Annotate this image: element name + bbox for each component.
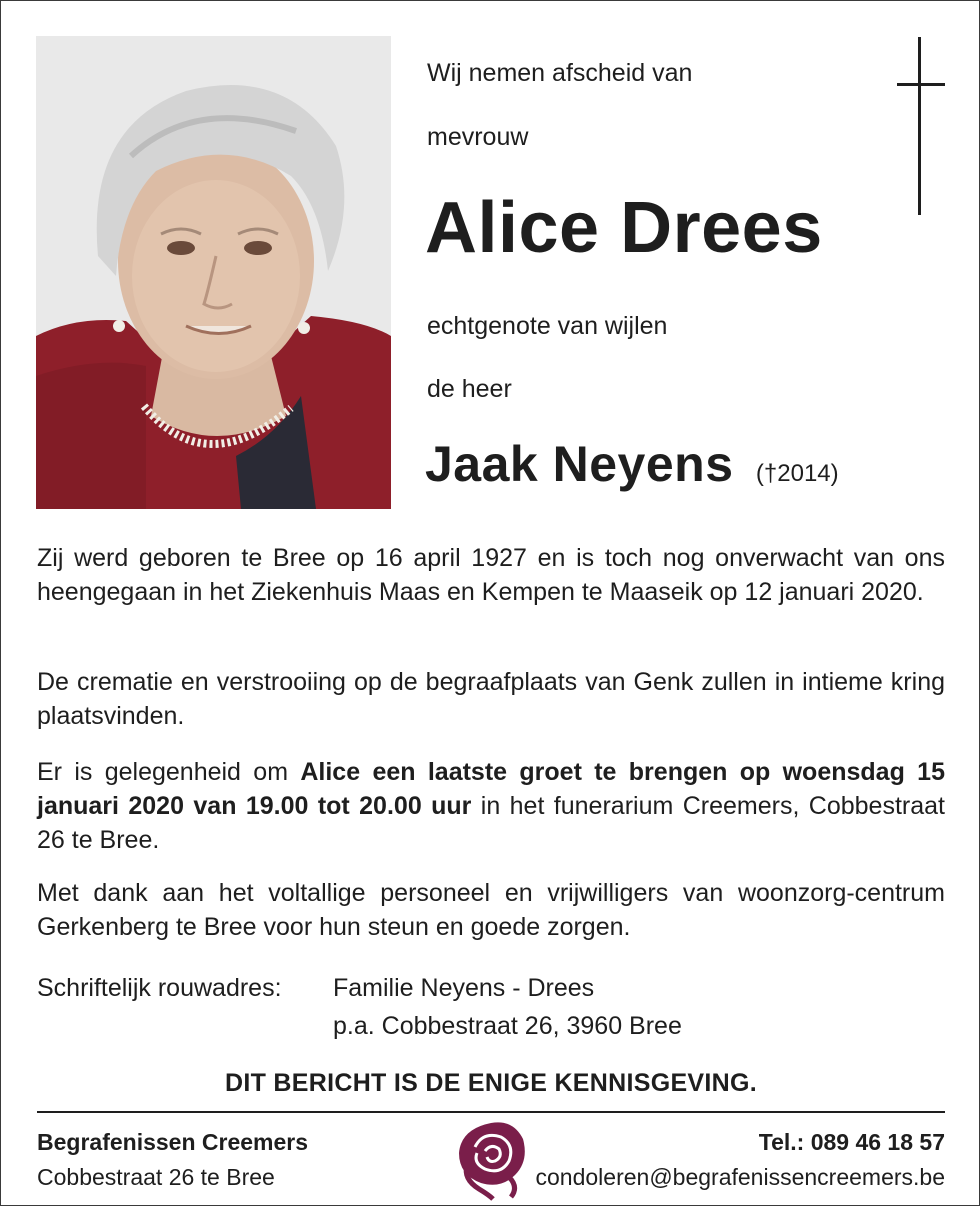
- intro-line-1: Wij nemen afscheid van: [427, 59, 693, 87]
- spouse-name-row: [425, 431, 839, 507]
- paragraph-birth-death: Zij werd geboren te Bree op 16 april 1927 en is toch nog onverwacht van ons heengegaan in het Ziekenhuis Maas en Kempen te Maaseik op 12 januari 2020.: [37, 544, 945, 606]
- paragraph-thanks: Met dank aan het voltallige personeel en vrijwilligers van woonzorg-centrum Gerkenberg te Bree voor hun steun en goede zorgen.: [37, 879, 945, 941]
- spouse-death-year: (†2014): [755, 460, 839, 487]
- portrait-photo: [36, 36, 391, 509]
- funeral-company-name: Begrafenissen Creemers: [37, 1129, 309, 1155]
- spouse-intro-line-1: echtgenote van wijlen: [427, 312, 668, 340]
- intro-line-2: mevrouw: [427, 123, 529, 151]
- funeral-company-phone: Tel.: 089 46 18 57: [758, 1129, 945, 1155]
- paragraph-visitation: [37, 755, 945, 857]
- cross-icon: [897, 37, 945, 215]
- deceased-name: Alice Drees: [425, 188, 823, 268]
- address-line-1: Familie Neyens - Drees: [333, 974, 595, 1002]
- address-line-2: p.a. Cobbestraat 26, 3960 Bree: [333, 1012, 682, 1040]
- visitation-intro: Er is gelegenheid om: [37, 758, 301, 786]
- spouse-name: Jaak Neyens: [425, 436, 734, 492]
- sole-notice: DIT BERICHT IS DE ENIGE KENNISGEVING.: [225, 1069, 757, 1097]
- funeral-company-email[interactable]: condoleren@begrafenissencreemers.be: [535, 1164, 945, 1190]
- address-label: Schriftelijk rouwadres:: [37, 974, 282, 1002]
- visitation-details: Alice een laatste groet te brengen op woensdag 15 januari 2020 van 19.00 tot 20.00 uur: [37, 758, 945, 820]
- funeral-company-address: Cobbestraat 26 te Bree: [37, 1164, 275, 1190]
- rose-logo-icon: [453, 1117, 529, 1201]
- paragraph-cremation: De crematie en verstrooiing op de begraafplaats van Genk zullen in intieme kring plaatsvinden.: [37, 668, 945, 730]
- footer-divider: [37, 1111, 945, 1113]
- visitation-location: in het funerarium Creemers, Cobbestraat 26 te Bree.: [37, 792, 945, 854]
- spouse-intro-line-2: de heer: [427, 375, 512, 403]
